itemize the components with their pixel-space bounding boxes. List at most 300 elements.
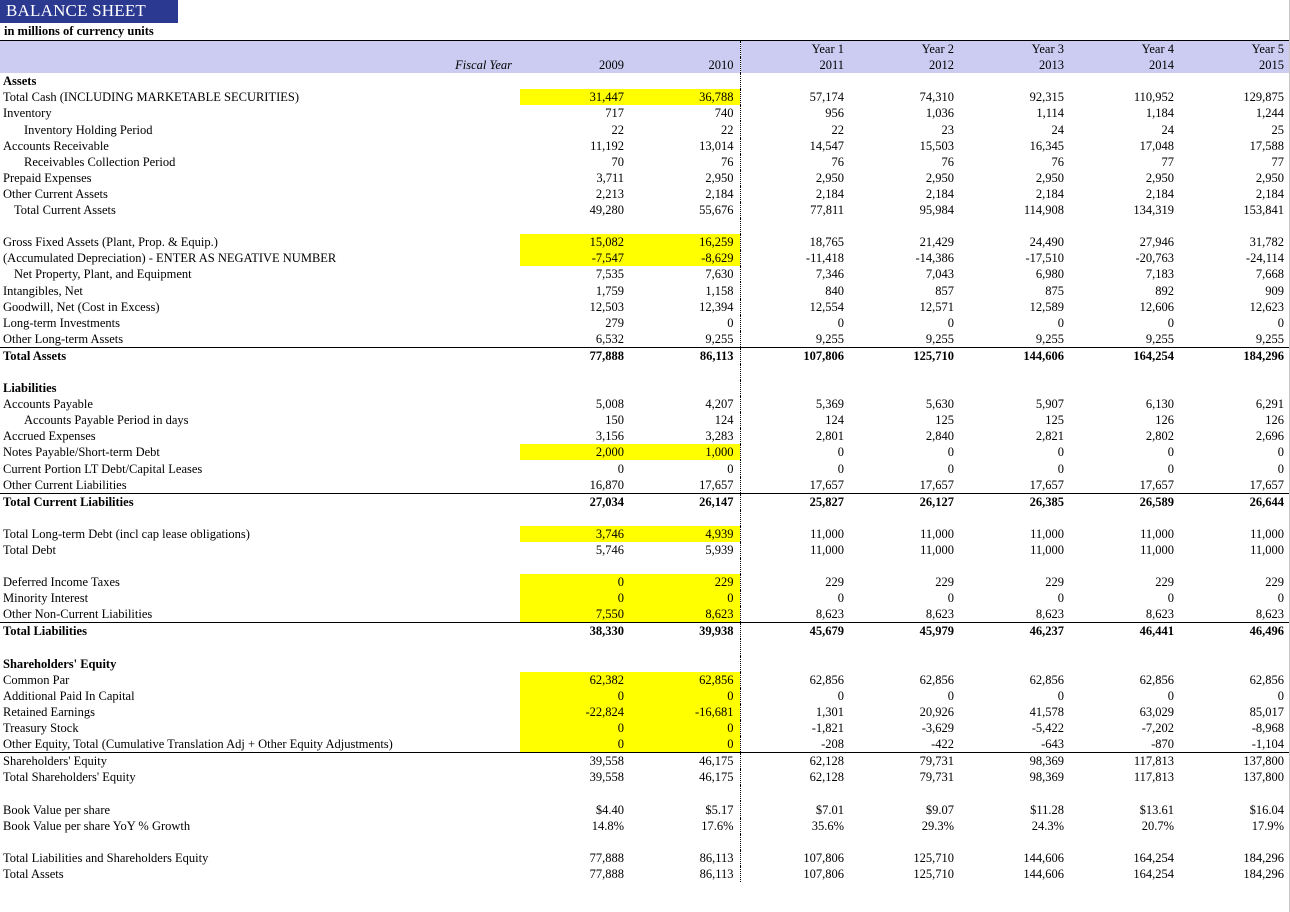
cell-value: 150 (605, 413, 624, 428)
cell-value: $7.01 (815, 802, 844, 817)
cell-value: 0 (1057, 315, 1064, 330)
table-row (0, 138, 1290, 154)
row-label: Receivables Collection Period (24, 154, 176, 169)
cell-value: 36,788 (630, 89, 740, 105)
cell-value: 144,606 (1023, 850, 1064, 865)
row-label-blank (0, 558, 520, 574)
row-label: Shareholders' Equity (3, 656, 117, 671)
cell-value: 62,856 (1139, 672, 1174, 687)
cell-value: 0 (630, 460, 740, 476)
cell-value: 24.3% (1031, 818, 1064, 833)
cell-value: -11,418 (805, 251, 844, 266)
cell-value (520, 364, 630, 380)
cell-value: 0 (630, 736, 740, 753)
cell-value: 79,731 (850, 753, 960, 770)
cell-value: 2,213 (595, 186, 624, 201)
cell-value (740, 656, 850, 672)
cell-value: 24,490 (1029, 235, 1064, 250)
row-label-blank (0, 364, 520, 380)
cell-value: 0 (947, 688, 954, 703)
cell-value: -24,114 (1245, 251, 1284, 266)
table-row (0, 606, 1290, 623)
cell-value: 11,000 (1250, 526, 1284, 541)
row-label: Other Long-term Assets (3, 331, 124, 346)
cell-value: 22 (611, 122, 624, 137)
cell-value: 107,806 (740, 347, 850, 364)
cell-value: 86,113 (630, 347, 740, 364)
year-tag-4: Year 2 (850, 41, 960, 57)
cell-value: 0 (1167, 461, 1174, 476)
cell-value (1070, 639, 1180, 655)
cell-value: 125 (1045, 413, 1064, 428)
table-row (0, 186, 1290, 202)
cell-value (850, 639, 960, 655)
column-header-year-2010: 2010 (630, 57, 740, 73)
cell-value: 8,623 (630, 606, 740, 623)
cell-value: 76 (831, 154, 844, 169)
cell-value: 0 (630, 688, 740, 704)
cell-value: 95,984 (919, 203, 954, 218)
table-row (0, 428, 1290, 444)
cell-value: 126 (1265, 413, 1284, 428)
table-row (0, 412, 1290, 428)
cell-value: 25 (1271, 122, 1284, 137)
cell-value: 892 (1155, 283, 1174, 298)
table-row (0, 89, 1290, 105)
cell-value: 2,950 (1035, 170, 1064, 185)
cell-value: 6,532 (595, 331, 624, 346)
cell-value: 3,156 (595, 429, 624, 444)
cell-value: 184,296 (1180, 347, 1290, 364)
cell-value (1070, 218, 1180, 234)
cell-value: 2,184 (630, 186, 740, 202)
cell-value: 3,711 (596, 170, 624, 185)
cell-value: 1,114 (1036, 106, 1064, 121)
row-label: Net Property, Plant, and Equipment (14, 267, 192, 282)
cell-value: 21,429 (919, 235, 954, 250)
cell-value: $4.40 (595, 802, 624, 817)
cell-value: 1,244 (1255, 106, 1284, 121)
cell-value: 46,175 (630, 769, 740, 785)
row-label: Total Assets (3, 866, 64, 881)
cell-value: 0 (520, 590, 630, 606)
cell-value: 70 (611, 154, 624, 169)
table-row (0, 493, 1290, 510)
table-row (0, 542, 1290, 558)
cell-value: 229 (1155, 575, 1174, 590)
row-label: Other Non-Current Liabilities (3, 607, 153, 622)
cell-value: 164,254 (1133, 850, 1174, 865)
cell-value (520, 785, 630, 801)
cell-value: 5,630 (925, 397, 954, 412)
cell-value (630, 785, 740, 801)
cell-value: 12,394 (630, 299, 740, 315)
cell-value (1070, 380, 1180, 396)
cell-value: $13.61 (1139, 802, 1174, 817)
cell-value: 12,554 (809, 299, 844, 314)
cell-value: 0 (947, 315, 954, 330)
row-label: Assets (3, 74, 37, 89)
row-label: (Accumulated Depreciation) - ENTER AS NEGATIVE NUMBER (3, 251, 337, 266)
table-row (0, 347, 1290, 364)
fiscal-year-header-row (0, 57, 1290, 73)
cell-value: 0 (837, 461, 844, 476)
table-row (0, 704, 1290, 720)
cell-value: 46,237 (960, 623, 1070, 640)
cell-value: 11,000 (810, 543, 844, 557)
units-subtitle: in millions of currency units (0, 23, 1289, 41)
cell-value (740, 834, 850, 850)
cell-value: 20,926 (919, 704, 954, 719)
cell-value: 12,503 (589, 299, 624, 314)
table-row (0, 105, 1290, 121)
cell-value: 956 (825, 106, 844, 121)
cell-value: 0 (1167, 688, 1174, 703)
cell-value: -8,629 (630, 250, 740, 266)
cell-value: 23 (941, 122, 954, 137)
cell-value (630, 510, 740, 526)
cell-value: 2,184 (1145, 186, 1174, 201)
cell-value: 117,813 (1070, 753, 1180, 770)
cell-value: 26,589 (1070, 493, 1180, 510)
row-label: Gross Fixed Assets (Plant, Prop. & Equip.) (3, 235, 218, 250)
cell-value: 229 (1265, 575, 1284, 590)
year-tag-3: Year 1 (740, 41, 850, 57)
cell-value: 29.3% (921, 818, 954, 833)
table-row (0, 623, 1290, 640)
cell-value: 45,679 (740, 623, 850, 640)
cell-value (630, 834, 740, 850)
cell-value: 2,802 (1145, 429, 1174, 444)
table-row (0, 672, 1290, 688)
cell-value: 0 (520, 574, 630, 590)
cell-value: 0 (947, 445, 954, 460)
cell-value (960, 785, 1070, 801)
cell-value: 62,856 (809, 672, 844, 687)
cell-value: 77,888 (520, 347, 630, 364)
column-header-year-2012: 2012 (850, 57, 960, 73)
table-row (0, 769, 1290, 785)
cell-value: 279 (605, 315, 624, 330)
table-row (0, 234, 1290, 250)
row-label: Total Shareholders' Equity (3, 770, 136, 785)
cell-value: 134,319 (1133, 203, 1174, 218)
cell-value: 9,255 (815, 331, 844, 346)
cell-value: -16,681 (630, 704, 740, 720)
row-label: Minority Interest (3, 591, 89, 606)
cell-value: 24 (1161, 122, 1174, 137)
year-tag-1 (520, 41, 630, 57)
cell-value (1180, 73, 1290, 89)
cell-value: 35.6% (811, 818, 844, 833)
cell-value: 0 (1057, 445, 1064, 460)
cell-value (520, 380, 630, 396)
cell-value: 1,184 (1145, 106, 1174, 121)
cell-value (520, 656, 630, 672)
cell-value: 22 (630, 121, 740, 137)
cell-value: 717 (605, 106, 624, 121)
cell-value (520, 73, 630, 89)
cell-value: 24 (1051, 122, 1064, 137)
cell-value (850, 364, 960, 380)
table-row (0, 656, 1290, 672)
table-row (0, 202, 1290, 218)
cell-value: 17,657 (630, 477, 740, 494)
cell-value (1180, 510, 1290, 526)
cell-value: 11,000 (920, 543, 954, 557)
cell-value: 4,939 (630, 526, 740, 542)
row-label: Inventory (3, 106, 52, 121)
cell-value (1180, 558, 1290, 574)
cell-value: 12,623 (1249, 299, 1284, 314)
cell-value (740, 73, 850, 89)
cell-value: -422 (931, 737, 954, 752)
cell-value: 840 (825, 283, 844, 298)
cell-value: 107,806 (803, 850, 844, 865)
cell-value (960, 834, 1070, 850)
column-header-year-2013: 2013 (960, 57, 1070, 73)
cell-value: 16,259 (630, 234, 740, 250)
cell-value: 1,000 (630, 444, 740, 460)
row-label: Other Equity, Total (Cumulative Translation Adj + Other Equity Adjustments) (3, 737, 393, 752)
cell-value: 77,888 (589, 850, 624, 865)
cell-value: 63,029 (1139, 704, 1174, 719)
table-row (0, 444, 1290, 460)
cell-value (1070, 364, 1180, 380)
row-label: Inventory Holding Period (24, 122, 153, 137)
cell-value: 8,623 (1035, 607, 1064, 622)
cell-value: 125,710 (913, 850, 954, 865)
cell-value (850, 380, 960, 396)
row-label: Liabilities (3, 381, 57, 396)
cell-value: 11,000 (920, 526, 954, 541)
cell-value (630, 380, 740, 396)
cell-value: 62,382 (520, 672, 630, 688)
cell-value: 7,550 (520, 606, 630, 623)
cell-value: -17,510 (1025, 251, 1064, 266)
cell-value: 31,447 (520, 89, 630, 105)
column-header-year-2014: 2014 (1070, 57, 1180, 73)
cell-value: 39,938 (630, 623, 740, 640)
cell-value: 144,606 (960, 347, 1070, 364)
balance-sheet-table (0, 41, 1290, 882)
cell-value: 5,369 (815, 397, 844, 412)
cell-value: 92,315 (1029, 90, 1064, 105)
cell-value (630, 364, 740, 380)
cell-value: 0 (520, 736, 630, 753)
row-label: Deferred Income Taxes (3, 575, 120, 590)
cell-value: 740 (630, 105, 740, 121)
row-label: Accrued Expenses (3, 429, 96, 444)
cell-value: 7,535 (595, 267, 624, 282)
cell-value: 26,147 (630, 493, 740, 510)
cell-value (1180, 785, 1290, 801)
cell-value (740, 785, 850, 801)
row-label-blank (0, 510, 520, 526)
cell-value (1180, 656, 1290, 672)
cell-value (850, 218, 960, 234)
row-label: Treasury Stock (3, 721, 79, 736)
cell-value: 5,939 (630, 542, 740, 558)
cell-value: 857 (935, 283, 954, 298)
year-tag-6: Year 4 (1070, 41, 1180, 57)
cell-value: 2,950 (1145, 170, 1174, 185)
cell-value (520, 218, 630, 234)
cell-value: 0 (630, 590, 740, 606)
table-row (0, 590, 1290, 606)
row-label: Accounts Payable (3, 397, 93, 412)
cell-value (960, 380, 1070, 396)
cell-value: 0 (947, 461, 954, 476)
cell-value: 17,657 (1249, 477, 1284, 492)
cell-value: 18,765 (809, 235, 844, 250)
row-label: Goodwill, Net (Cost in Excess) (3, 299, 160, 314)
cell-value: 0 (520, 688, 630, 704)
cell-value (960, 73, 1070, 89)
cell-value: 38,330 (520, 623, 630, 640)
cell-value: 6,130 (1145, 397, 1174, 412)
cell-value: 0 (1057, 591, 1064, 606)
column-header-year-2009: 2009 (520, 57, 630, 73)
cell-value (1180, 834, 1290, 850)
row-label: Book Value per share YoY % Growth (3, 818, 191, 833)
cell-value: -7,202 (1141, 721, 1174, 736)
table-row (0, 73, 1290, 89)
cell-value (630, 558, 740, 574)
table-row (0, 801, 1290, 817)
cell-value: 0 (1277, 445, 1284, 460)
cell-value (1070, 785, 1180, 801)
cell-value: 6,980 (1035, 267, 1064, 282)
cell-value (850, 656, 960, 672)
cell-value: 9,255 (1145, 331, 1174, 346)
cell-value: 12,571 (919, 299, 954, 314)
cell-value: 129,875 (1243, 90, 1284, 105)
table-row (0, 266, 1290, 282)
cell-value: 1,158 (630, 282, 740, 298)
cell-value (850, 510, 960, 526)
cell-value: $9.07 (925, 802, 954, 817)
row-label: Total Liabilities (0, 623, 520, 640)
header-spacer (0, 41, 520, 57)
cell-value: 0 (837, 445, 844, 460)
cell-value: 0 (1167, 591, 1174, 606)
cell-value: 13,014 (630, 138, 740, 154)
table-row (0, 460, 1290, 476)
cell-value (630, 218, 740, 234)
cell-value (630, 656, 740, 672)
cell-value: 229 (630, 574, 740, 590)
cell-value: 0 (1277, 315, 1284, 330)
cell-value: 17,657 (1029, 477, 1064, 492)
cell-value: 3,746 (520, 526, 630, 542)
year-tag-7: Year 5 (1180, 41, 1290, 57)
row-label: Long-term Investments (3, 315, 120, 330)
cell-value: 17,588 (1249, 138, 1284, 153)
row-label: Other Current Liabilities (3, 477, 127, 492)
cell-value: 229 (1045, 575, 1064, 590)
cell-value (630, 73, 740, 89)
table-row (0, 526, 1290, 542)
spacer-row (0, 510, 1290, 526)
cell-value: 4,207 (630, 396, 740, 412)
cell-value: 0 (837, 591, 844, 606)
cell-value: 2,950 (925, 170, 954, 185)
row-label: Book Value per share (3, 802, 111, 817)
cell-value: 7,183 (1145, 267, 1174, 282)
cell-value: 0 (1057, 461, 1064, 476)
row-label: Total Debt (3, 543, 56, 557)
spacer-row (0, 364, 1290, 380)
cell-value: 26,644 (1180, 493, 1290, 510)
row-label: Notes Payable/Short-term Debt (3, 445, 160, 460)
cell-value: 2,000 (520, 444, 630, 460)
cell-value: -7,547 (520, 250, 630, 266)
cell-value: 11,000 (810, 526, 844, 541)
table-row (0, 736, 1290, 753)
cell-value: 0 (630, 315, 740, 331)
cell-value (630, 639, 740, 655)
cell-value (1180, 380, 1290, 396)
year-tag-2 (630, 41, 740, 57)
table-row (0, 396, 1290, 412)
cell-value (1070, 656, 1180, 672)
cell-value: 6,291 (1255, 397, 1284, 412)
cell-value: 9,255 (1035, 331, 1064, 346)
cell-value: 62,856 (1029, 672, 1064, 687)
cell-value: 11,000 (1030, 526, 1064, 541)
cell-value: 11,000 (1030, 543, 1064, 557)
year-tag-header-row (0, 41, 1290, 57)
cell-value: 39,558 (589, 770, 624, 785)
cell-value: 0 (1167, 445, 1174, 460)
cell-value: -8,968 (1251, 721, 1284, 736)
cell-value (960, 218, 1070, 234)
cell-value: 62,856 (630, 672, 740, 688)
table-row (0, 753, 1290, 770)
row-label: Accounts Payable Period in days (24, 413, 189, 428)
row-label: Total Long-term Debt (incl cap lease obligations) (3, 526, 250, 541)
cell-value: 184,296 (1243, 850, 1284, 865)
cell-value: 16,345 (1029, 138, 1064, 153)
cell-value (1070, 73, 1180, 89)
row-label: Prepaid Expenses (3, 170, 92, 185)
cell-value (1180, 364, 1290, 380)
cell-value: 137,800 (1180, 753, 1290, 770)
row-label: Total Current Liabilities (0, 493, 520, 510)
table-row (0, 282, 1290, 298)
column-header-year-2011: 2011 (740, 57, 850, 73)
table-row (0, 477, 1290, 494)
row-label: Other Current Assets (3, 186, 108, 201)
cell-value: 26,127 (850, 493, 960, 510)
cell-value: 11,000 (1140, 526, 1174, 541)
cell-value: 2,950 (630, 170, 740, 186)
column-header-year-2015: 2015 (1180, 57, 1290, 73)
cell-value: 77,888 (589, 866, 624, 881)
cell-value: $5.17 (630, 801, 740, 817)
cell-value: 62,128 (809, 770, 844, 785)
cell-value: -20,763 (1135, 251, 1174, 266)
cell-value: 76 (941, 154, 954, 169)
cell-value: 184,296 (1243, 866, 1284, 881)
cell-value (850, 558, 960, 574)
cell-value: 17,657 (809, 477, 844, 492)
cell-value: 98,369 (1029, 770, 1064, 785)
spacer-row (0, 834, 1290, 850)
row-label-blank (0, 834, 520, 850)
cell-value: -3,629 (921, 721, 954, 736)
